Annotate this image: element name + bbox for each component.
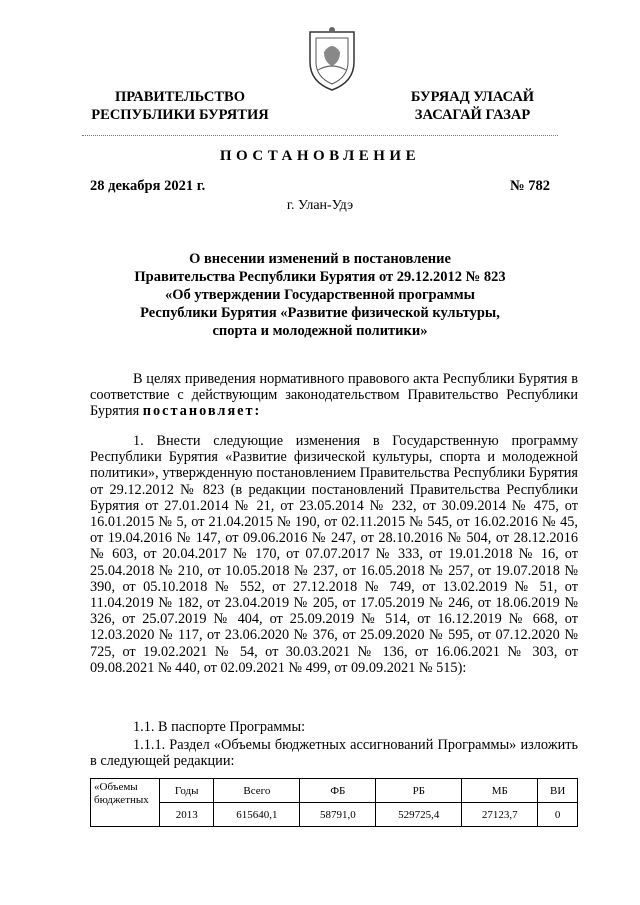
document-date: 28 декабря 2021 г.	[90, 178, 206, 194]
item-1-1-1-text: 1.1.1. Раздел «Объемы бюджетных ассигнований Программы» изложить в следующей редакции:	[90, 737, 578, 770]
subject-line2: Правительства Республики Бурятия от 29.12.2012 № 823	[134, 269, 506, 285]
table-header-cell: ФБ	[300, 779, 376, 803]
table-row	[91, 803, 578, 827]
table-cell: 0	[538, 803, 578, 827]
table-cell: 2013	[160, 803, 214, 827]
table-header-cell: Всего	[214, 779, 300, 803]
gov-ru-line1: ПРАВИТЕЛЬСТВО	[115, 89, 245, 105]
government-name-ru	[80, 88, 280, 124]
document-type: ПОСТАНОВЛЕНИЕ	[219, 148, 421, 164]
paragraph-item-1	[90, 433, 578, 676]
table-cell: 529725,4	[376, 803, 462, 827]
government-name-bua	[390, 88, 555, 124]
table-row-label: «Объемы бюджетных	[91, 779, 160, 827]
table-header-cell: Годы	[160, 779, 214, 803]
document-number: № 782	[510, 178, 550, 194]
item-1-1-text: 1.1. В паспорте Программы:	[133, 719, 306, 735]
preamble-text: В целях приведения нормативного правового акта Республики Бурятия в соответствие с действующим законодательством Правительство Республики Бурятия	[90, 371, 578, 420]
gov-bua-line1: БУРЯАД УЛАСАЙ	[410, 89, 535, 105]
table-cell: 615640,1	[214, 803, 300, 827]
subject-line1: О внесении изменений в постановление	[189, 251, 451, 267]
item-1-text: 1. Внести следующие изменения в Государственную программу Республики Бурятия «Развитие физической культуры, спорта и молодежной политики», утвержденную постановлением Правительства Республики Бурятия от 29.12.2012 № 823 (в редакции постановлений Правительства Республики Бурятия от 27.01.2014 № 21, от 23.05.2014 № 232, от 30.09.2014 № 475, от 16.01.2015 № 5, от 21.04.2015 № 190, от 02.11.2015 № 545, от 16.02.2016 № 45, от 19.04.2016 № 147, от 09.06.2016 № 247, от 28.10.2016 № 504, от 28.12.2016 № 603, от 20.04.2017 № 170, от 07.07.2017 № 333, от 19.01.2018 № 16, от 25.04.2018 № 210, от 10.05.2018 № 237, от 16.05.2018 № 257, от 19.07.2018 № 390, от 05.10.2018 № 552, от 27.12.2018 № 749, от 13.02.2019 № 51, от 11.04.2019 № 182, от 23.04.2019 № 205, от 17.05.2019 № 246, от 18.06.2019 № 326, от 25.07.2019 № 404, от 25.09.2019 № 514, от 16.12.2019 № 668, от 12.03.2020 № 117, от 23.06.2020 № 376, от 25.09.2020 № 595, от 07.12.2020 № 725, от 19.02.2021 № 54, от 30.03.2021 № 136, от 16.06.2021 № 303, от 09.08.2021 № 440, от 02.09.2021 № 499, от 09.09.2021 № 515):	[90, 433, 578, 676]
table-header-cell: РБ	[376, 779, 462, 803]
table-cell: 58791,0	[300, 803, 376, 827]
budget-table	[90, 778, 578, 827]
subject-line5: спорта и молодежной политики»	[212, 323, 428, 339]
preamble-decree-word: постановляет:	[142, 403, 262, 420]
table-header-cell: ВИ	[538, 779, 578, 803]
subject-line4: Республики Бурятия «Развитие физической культуры,	[140, 305, 500, 321]
document-subject	[120, 250, 520, 340]
paragraph-item-1-1-1	[90, 737, 578, 769]
table-row	[91, 779, 578, 803]
paragraph-item-1-1	[90, 719, 578, 735]
paragraph-preamble	[90, 371, 578, 420]
table-cell: 27123,7	[462, 803, 538, 827]
gov-bua-line2: ЗАСАГАЙ ГАЗАР	[414, 107, 531, 123]
document-city: г. Улан-Удэ	[286, 198, 354, 213]
gov-ru-line2: РЕСПУБЛИКИ БУРЯТИЯ	[91, 107, 269, 123]
coat-of-arms-icon	[302, 22, 362, 92]
subject-line3: «Об утверждении Государственной программы	[165, 287, 475, 303]
table-header-cell: МБ	[462, 779, 538, 803]
header-divider	[82, 135, 558, 136]
